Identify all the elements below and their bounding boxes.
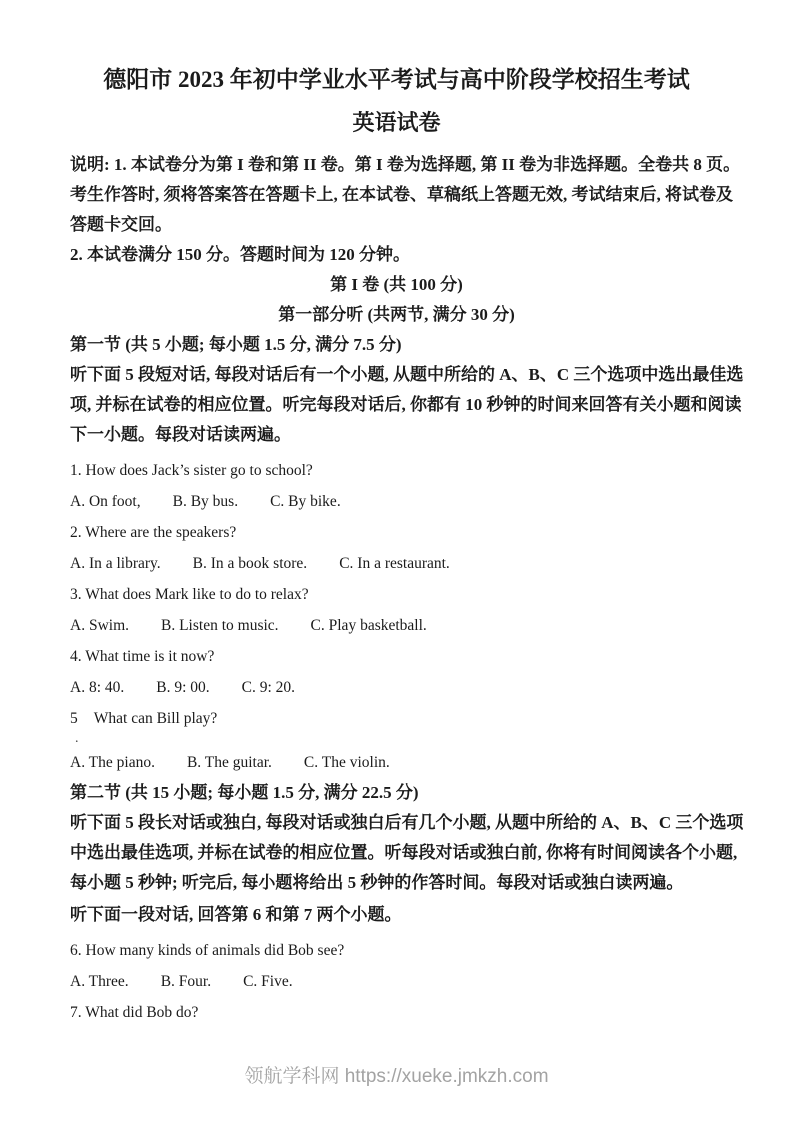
question-6-text: 6. How many kinds of animals did Bob see? [70,942,345,959]
question-5-options [70,747,723,778]
question-5-option-b: B. The guitar. [186,754,272,771]
page-subtitle: 英语试卷 [352,110,441,135]
question-2-option-c: C. In a restaurant. [339,555,450,572]
question-4-option-a: A. 8: 40. [70,679,125,696]
question-5-text: 5 What can Bill play? [70,703,723,734]
exam-notice [70,150,741,270]
section1-instructions [70,360,744,450]
question-2-text: 2. Where are the speakers? [70,524,237,541]
question-5-number: 5 [70,710,78,727]
question-1-option-b: B. By bus. [172,493,239,510]
question-4-text: 4. What time is it now? [70,648,215,665]
dialog1-lead: 听下面一段对话, 回答第 6 和第 7 两个小题。 [70,905,402,924]
watermark: 领航学科网 https://xueke.jmkzh.com [244,1066,549,1087]
section2-instruction-line-3: 每小题 5 秒钟; 听完后, 每小题将给出 5 秒钟的作答时间。每段对话或独白读两遍。 [70,873,684,892]
notice-line-4: 2. 本试卷满分 150 分。答题时间为 120 分钟。 [70,245,410,264]
section2-questions [70,935,723,1028]
notice-line-3: 答题卡交回。 [70,215,172,234]
question-2-option-b: B. In a book store. [192,555,308,572]
section2-instruction-line-2: 中选出最佳选项, 并标在试卷的相应位置。听每段对话或独白前, 你将有时间阅读各个小题, [70,843,738,862]
question-3-option-c: C. Play basketball. [310,617,427,634]
notice-line-1: 说明: 1. 本试卷分为第 I 卷和第 II 卷。第 I 卷为选择题, 第 II 卷为非选择题。全卷共 8 页。 [70,155,741,174]
question-6-option-b: B. Four. [160,973,212,990]
question-6-option-c: C. Five. [243,973,293,990]
question-5-option-a: A. The piano. [70,754,155,771]
section2-instruction-line-1: 听下面 5 段长对话或独白, 每段对话或独白后有几个小题, 从题中所给的 A、B、C 三个选项 [70,813,744,832]
notice-line-2: 考生作答时, 须将答案答在答题卡上, 在本试卷、草稿纸上答题无效, 考试结束后, 将试卷及 [70,185,733,204]
section1-heading: 第一节 (共 5 小题; 每小题 1.5 分, 满分 7.5 分) [70,335,402,354]
part1-heading: 第一部分听 (共两节, 满分 30 分) [278,305,515,324]
question-3-options [70,610,723,641]
question-4-options [70,672,723,703]
section1-questions [70,455,723,778]
question-7-text: 7. What did Bob do? [70,1004,199,1021]
question-4-option-c: C. 9: 20. [241,679,296,696]
question-1-text: 1. How does Jack’s sister go to school? [70,462,313,479]
question-6-options [70,966,723,997]
question-1-option-a: A. On foot, [70,493,141,510]
section1-instruction-line-3: 下一小题。每段对话读两遍。 [70,425,291,444]
question-6-option-a: A. Three. [70,973,129,990]
question-3-option-a: A. Swim. [70,617,129,634]
question-2-option-a: A. In a library. [70,555,161,572]
question-1-options [70,486,723,517]
question-2-options [70,548,723,579]
question-5-option-c: C. The violin. [303,754,390,771]
question-1-option-c: C. By bike. [270,493,341,510]
scan-artifact-dot: . [75,731,79,746]
question-3-text: 3. What does Mark like to do to relax? [70,586,309,603]
section1-instruction-line-2: 项, 并标在试卷的相应位置。听完每段对话后, 你都有 10 秒钟的时间来回答有关小题和阅读 [70,395,742,414]
section2-heading: 第二节 (共 15 小题; 每小题 1.5 分, 满分 22.5 分) [70,783,419,802]
question-4-option-b: B. 9: 00. [156,679,210,696]
question-3-option-b: B. Listen to music. [161,617,279,634]
page-title: 德阳市 2023 年初中学业水平考试与高中阶段学校招生考试 [103,67,690,92]
volume1-heading: 第 I 卷 (共 100 分) [330,275,463,294]
section2-instructions [70,808,744,898]
section1-instruction-line-1: 听下面 5 段短对话, 每段对话后有一个小题, 从题中所给的 A、B、C 三个选项中选出最佳选 [70,365,744,384]
